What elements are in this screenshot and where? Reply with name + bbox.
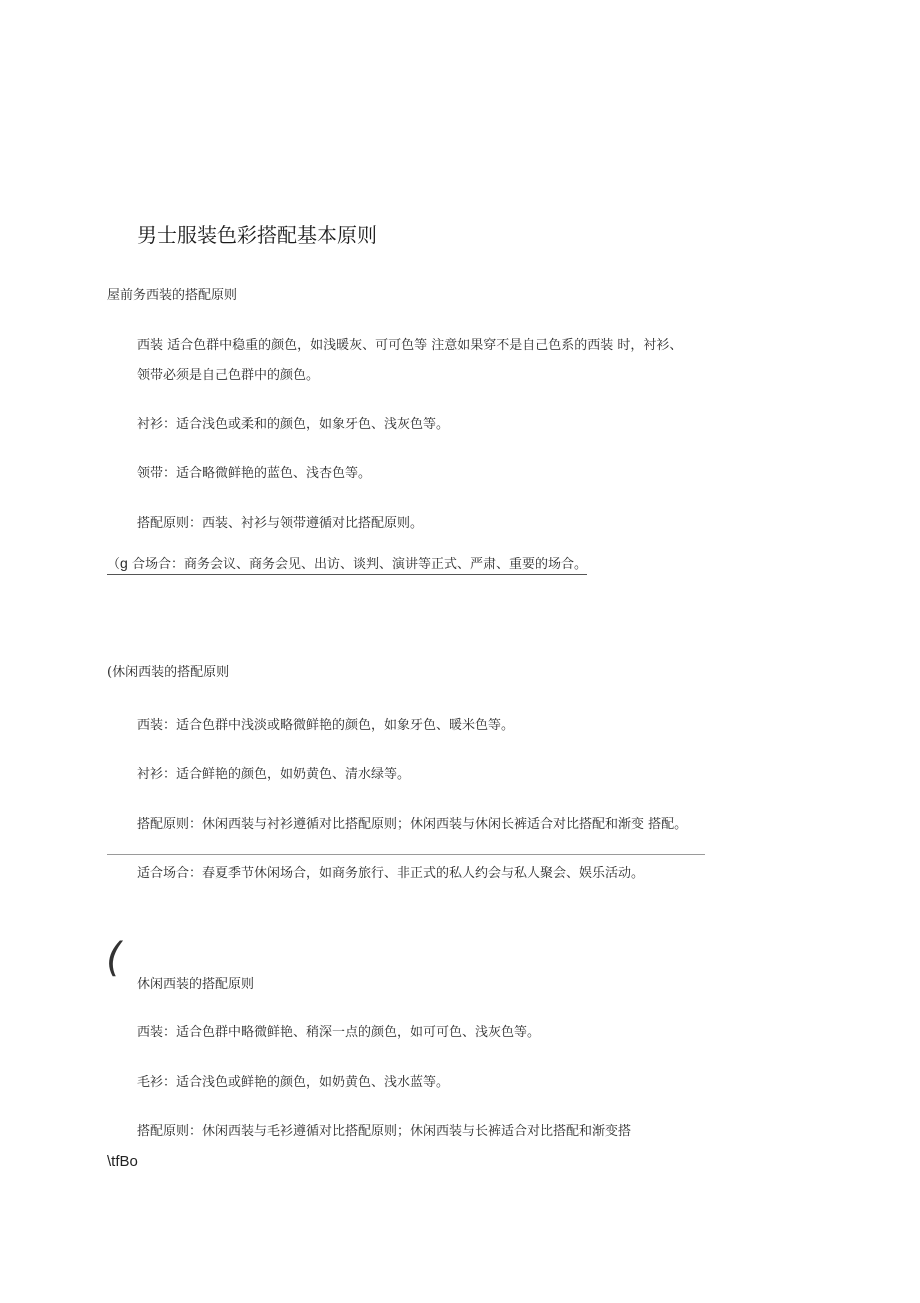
section2-heading: (休闲西装的搭配原则 xyxy=(107,665,230,680)
occasion-latin-fragment: g xyxy=(120,555,128,571)
section1-principle: 搭配原则：西装、衬衫与领带遵循对比搭配原则。 xyxy=(137,516,424,531)
section1-suit-line2: 领带必须是自己色群中的颜色。 xyxy=(137,368,320,383)
occasion-text: 合场合：商务会议、商务会见、出访、谈判、演讲等正式、严肃、重要的场合。 xyxy=(127,557,587,572)
section1-occasion xyxy=(107,555,587,575)
section2-shirt: 衬衫：适合鲜艳的颜色，如奶黄色、清水绿等。 xyxy=(137,767,411,782)
section3-heading: 休闲西装的搭配原则 xyxy=(137,977,255,992)
section2-suit: 西装：适合色群中浅淡或略微鲜艳的颜色，如象牙色、暖米色等。 xyxy=(137,718,515,733)
section1-heading: 屋前务西装的搭配原则 xyxy=(107,288,238,303)
section3-suit: 西装：适合色群中略微鲜艳、稍深一点的颜色，如可可色、浅灰色等。 xyxy=(137,1025,541,1040)
section3-sweater: 毛衫：适合浅色或鲜艳的颜色，如奶黄色、浅水蓝等。 xyxy=(137,1075,450,1090)
section2-principle: 搭配原则：休闲西装与衬衫遵循对比搭配原则；休闲西装与休闲长裤适合对比搭配和渐变 搭配。 xyxy=(137,817,688,832)
horizontal-rule xyxy=(107,854,705,855)
document-title: 男士服装色彩搭配基本原则 xyxy=(137,223,377,247)
section1-tie: 领带：适合略微鲜艳的蓝色、浅杏色等。 xyxy=(137,466,372,481)
large-open-paren: ( xyxy=(106,935,122,981)
footer-code: \tfBo xyxy=(107,1153,138,1170)
section3-principle: 搭配原则：休闲西装与毛衫遵循对比搭配原则；休闲西装与长裤适合对比搭配和渐变搭 xyxy=(137,1124,632,1139)
section1-suit-line1: 西装 适合色群中稳重的颜色，如浅暖灰、可可色等 注意如果穿不是自己色系的西装 时，衬衫、 xyxy=(137,338,683,353)
occasion-open-paren: （ xyxy=(107,557,121,572)
section2-occasion: 适合场合：春夏季节休闲场合，如商务旅行、非正式的私人约会与私人聚会、娱乐活动。 xyxy=(137,866,645,881)
section1-shirt: 衬衫：适合浅色或柔和的颜色，如象牙色、浅灰色等。 xyxy=(137,417,450,432)
